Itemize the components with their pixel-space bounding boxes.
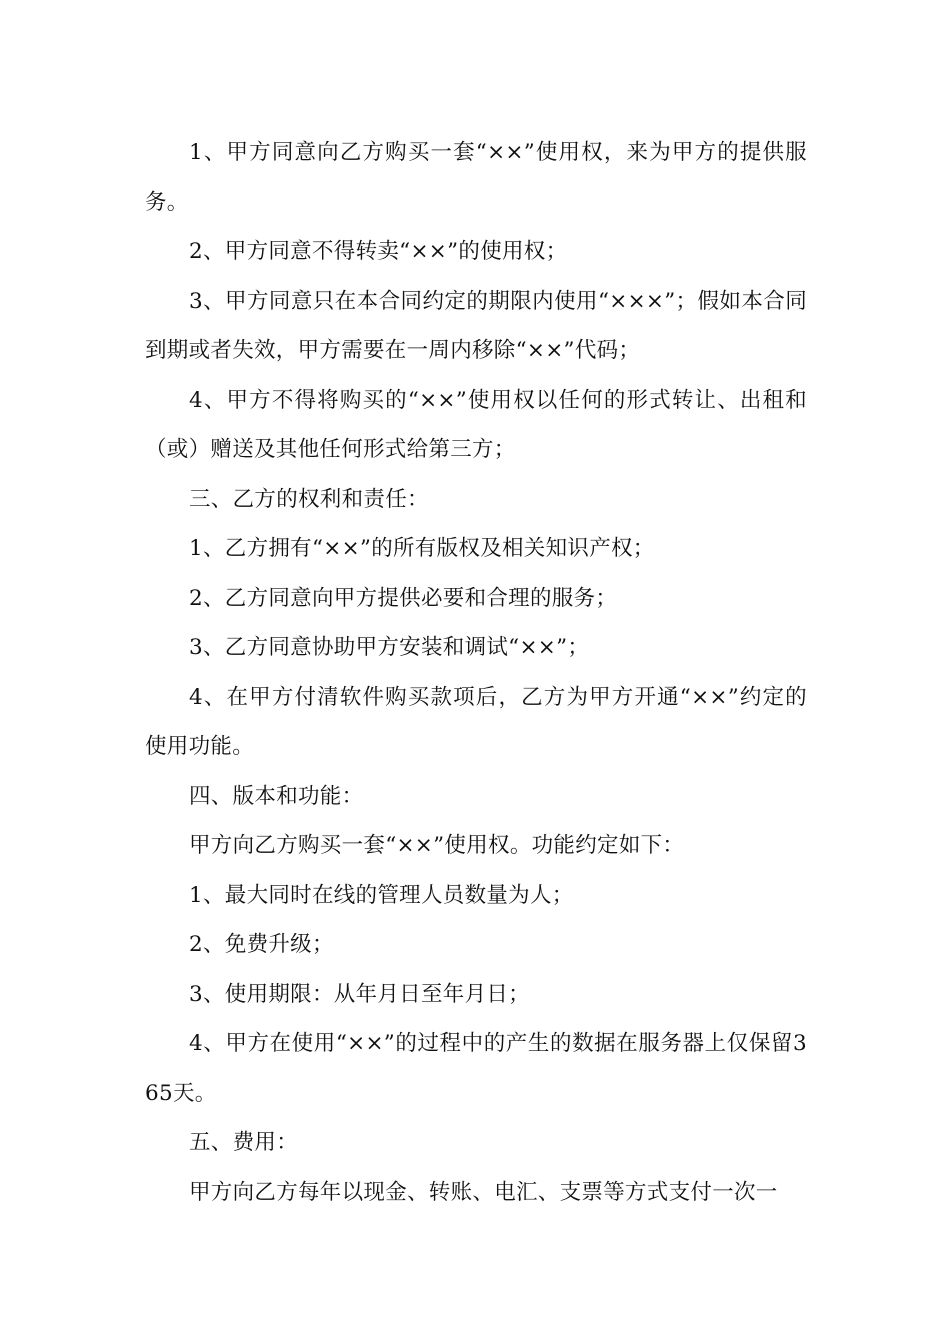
feature-2-free-upgrade: 2、免费升级； <box>189 932 334 957</box>
fees-payment: 甲方向乙方每年以现金、转账、电汇、支票等方式支付一次一 <box>189 1179 778 1205</box>
clause-3-term-use: 3、甲方同意只在本合同约定的期限内使用“×××”；假如本合同到期或者失效，甲方需要在一周内移除“××”代码； <box>145 288 807 363</box>
feature-1-max-admins: 1、最大同时在线的管理人员数量为人； <box>189 882 574 908</box>
clause-b3-install: 3、乙方同意协助甲方安装和调试“××”； <box>189 635 590 660</box>
section-heading-party-b-rights: 三、乙方的权利和责任： <box>189 486 429 512</box>
feature-4-data-retention: 4、甲方在使用“××”的过程中的产生的数据在服务器上仅保留365天。 <box>145 1031 807 1106</box>
document-page <box>145 128 807 1217</box>
clause-b4-activation: 4、在甲方付清软件购买款项后，乙方为甲方开通“××”约定的使用功能。 <box>145 684 807 759</box>
clause-2-no-resale: 2、甲方同意不得转卖“××”的使用权； <box>189 239 568 264</box>
clause-1-purchase: 1、甲方同意向乙方购买一套“××”使用权，来为甲方的提供服务。 <box>145 140 807 215</box>
clause-b2-service: 2、乙方同意向甲方提供必要和合理的服务； <box>189 585 618 611</box>
clause-4-no-transfer: 4、甲方不得将购买的“××”使用权以任何的形式转让、出租和（或）赠送及其他任何形式给第三方； <box>145 387 807 462</box>
features-intro: 甲方向乙方购买一套“××”使用权。功能约定如下： <box>189 833 685 858</box>
section-heading-version-features: 四、版本和功能： <box>189 783 364 809</box>
clause-b1-copyright: 1、乙方拥有“××”的所有版权及相关知识产权； <box>189 536 655 561</box>
section-heading-fees: 五、费用： <box>189 1130 299 1155</box>
feature-3-period: 3、使用期限：从年月日至年月日； <box>189 981 530 1007</box>
